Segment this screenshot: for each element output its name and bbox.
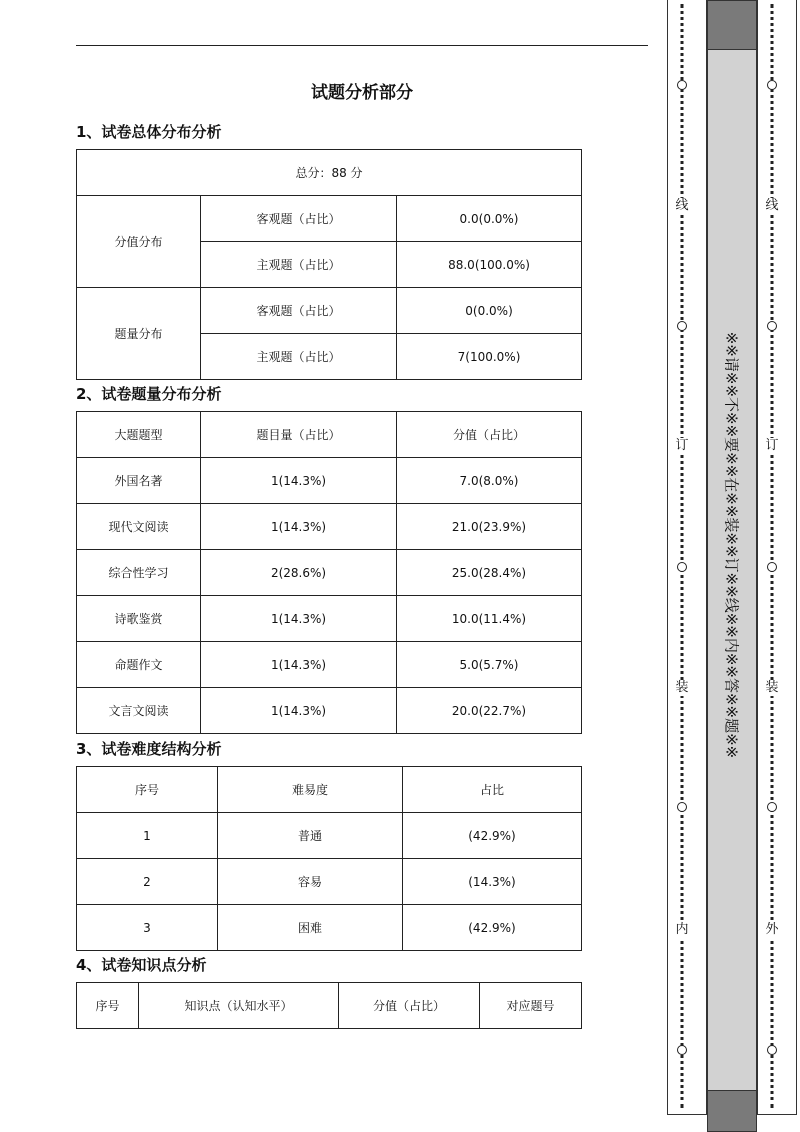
table-cell: 7(100.0%) xyxy=(397,334,582,380)
table-cell: (42.9%) xyxy=(403,813,582,859)
column-header: 题目量（占比） xyxy=(201,412,397,458)
question-count-table xyxy=(76,411,582,734)
table-cell: 1(14.3%) xyxy=(201,688,397,734)
table-cell: 综合性学习 xyxy=(77,550,201,596)
table-cell: 21.0(23.9%) xyxy=(397,504,582,550)
binding-circle-icon xyxy=(677,1045,687,1055)
table-cell: 容易 xyxy=(218,859,403,905)
binding-circle-icon xyxy=(677,562,687,572)
table-cell: 诗歌鉴赏 xyxy=(77,596,201,642)
section-heading-question-count: 2、试卷题量分布分析 xyxy=(76,385,222,403)
table-cell: 1(14.3%) xyxy=(201,458,397,504)
table-row xyxy=(77,504,582,550)
table-row xyxy=(77,458,582,504)
table-row xyxy=(77,688,582,734)
binding-strip-cap-bottom xyxy=(707,1090,757,1132)
binding-mark: 线 xyxy=(762,198,782,214)
table-cell: (14.3%) xyxy=(403,859,582,905)
column-header: 分值（占比） xyxy=(397,412,582,458)
column-header: 序号 xyxy=(77,767,218,813)
table-row xyxy=(77,596,582,642)
difficulty-table xyxy=(76,766,582,951)
group-label-count: 题量分布 xyxy=(77,288,201,380)
table-cell: 命题作文 xyxy=(77,642,201,688)
binding-mark: 外 xyxy=(762,922,782,938)
binding-mark: 装 xyxy=(762,680,782,696)
column-header: 对应题号 xyxy=(480,983,582,1029)
table-cell: 88.0(100.0%) xyxy=(397,242,582,288)
binding-dotted-line-outer xyxy=(762,0,782,1112)
knowledge-table xyxy=(76,982,582,1029)
binding-circle-icon xyxy=(677,80,687,90)
table-cell: 1(14.3%) xyxy=(201,642,397,688)
binding-circle-icon xyxy=(767,802,777,812)
binding-notice: ※※请※※不※※要※※在※※装※※订※※线※※内※※答※※题※※ xyxy=(722,331,741,759)
binding-circle-icon xyxy=(677,802,687,812)
binding-circle-icon xyxy=(767,562,777,572)
binding-mark: 装 xyxy=(672,680,692,696)
table-row xyxy=(77,813,582,859)
binding-circle-icon xyxy=(767,80,777,90)
table-row xyxy=(77,550,582,596)
table-cell: 主观题（占比） xyxy=(201,242,397,288)
section-heading-knowledge: 4、试卷知识点分析 xyxy=(76,956,207,974)
total-score-cell: 总分：88 分 xyxy=(77,150,582,196)
group-label-score: 分值分布 xyxy=(77,196,201,288)
binding-mark: 线 xyxy=(672,198,692,214)
table-cell: 文言文阅读 xyxy=(77,688,201,734)
table-cell: 外国名著 xyxy=(77,458,201,504)
binding-mark: 内 xyxy=(672,922,692,938)
table-cell: 普通 xyxy=(218,813,403,859)
table-cell: 2(28.6%) xyxy=(201,550,397,596)
column-header: 序号 xyxy=(77,983,139,1029)
table-cell: 3 xyxy=(77,905,218,951)
table-cell: 5.0(5.7%) xyxy=(397,642,582,688)
table-cell: 客观题（占比） xyxy=(201,288,397,334)
table-cell: 客观题（占比） xyxy=(201,196,397,242)
section-heading-overall: 1、试卷总体分布分析 xyxy=(76,123,222,141)
binding-circle-icon xyxy=(767,1045,777,1055)
section-heading-difficulty: 3、试卷难度结构分析 xyxy=(76,740,222,758)
table-cell: 0.0(0.0%) xyxy=(397,196,582,242)
overall-distribution-table xyxy=(76,149,582,380)
header-rule xyxy=(76,45,648,46)
column-header: 难易度 xyxy=(218,767,403,813)
binding-circle-icon xyxy=(677,321,687,331)
column-header: 知识点（认知水平） xyxy=(139,983,339,1029)
table-cell: 10.0(11.4%) xyxy=(397,596,582,642)
binding-mark: 订 xyxy=(672,438,692,454)
table-cell: 20.0(22.7%) xyxy=(397,688,582,734)
table-cell: 现代文阅读 xyxy=(77,504,201,550)
table-cell: 1(14.3%) xyxy=(201,504,397,550)
table-cell: 1(14.3%) xyxy=(201,596,397,642)
table-cell: (42.9%) xyxy=(403,905,582,951)
table-cell: 困难 xyxy=(218,905,403,951)
table-cell: 2 xyxy=(77,859,218,905)
table-row xyxy=(77,905,582,951)
document-title: 试题分析部分 xyxy=(311,83,413,103)
table-row xyxy=(77,859,582,905)
column-header: 大题题型 xyxy=(77,412,201,458)
table-cell: 7.0(8.0%) xyxy=(397,458,582,504)
table-cell: 25.0(28.4%) xyxy=(397,550,582,596)
table-row xyxy=(77,642,582,688)
column-header: 占比 xyxy=(403,767,582,813)
binding-strip-cap-top xyxy=(707,0,757,50)
table-cell: 1 xyxy=(77,813,218,859)
binding-circle-icon xyxy=(767,321,777,331)
binding-dotted-line-inner xyxy=(672,0,692,1112)
column-header: 分值（占比） xyxy=(339,983,480,1029)
table-cell: 0(0.0%) xyxy=(397,288,582,334)
binding-mark: 订 xyxy=(762,438,782,454)
table-cell: 主观题（占比） xyxy=(201,334,397,380)
